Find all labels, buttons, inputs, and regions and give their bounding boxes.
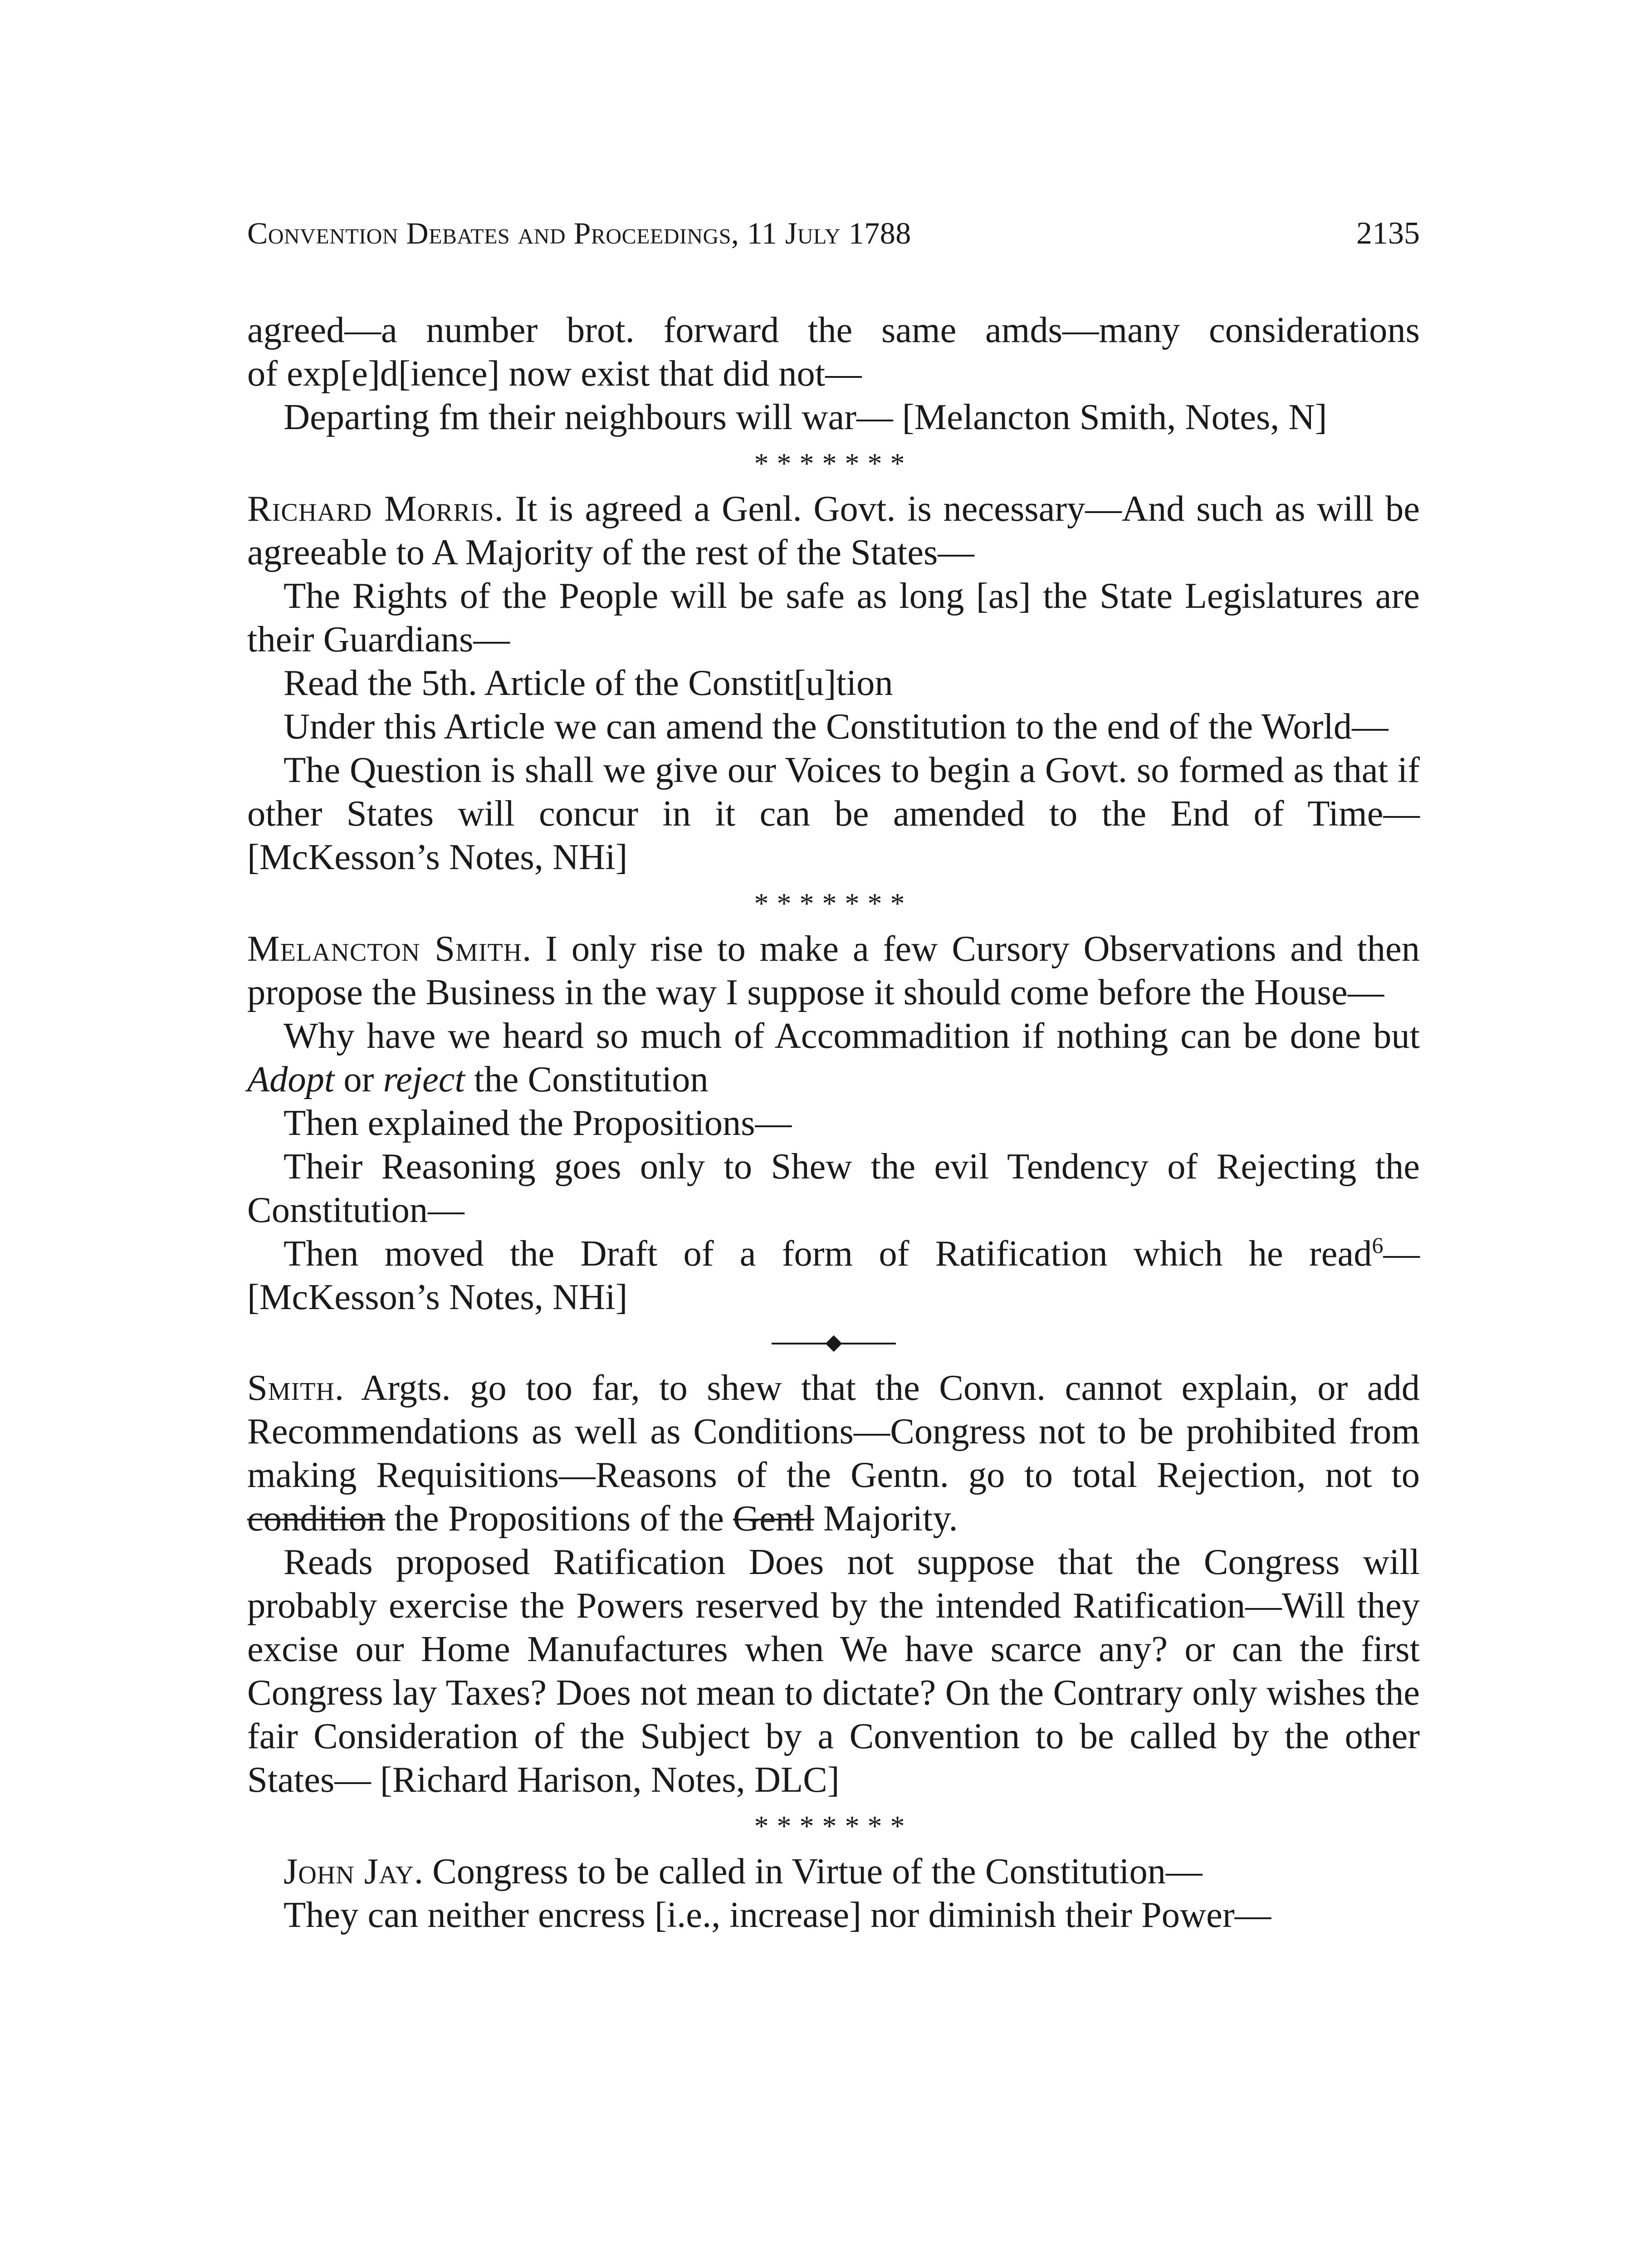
- section-separator-stars: *******: [754, 1810, 913, 1842]
- speaker-name: John Jay: [284, 1851, 414, 1892]
- paragraph-smith-1: [247, 927, 1420, 1014]
- text-run: Why have we heard so much of Accommadition if nothing can be done but: [284, 1016, 1420, 1056]
- text-run: Majority.: [814, 1498, 958, 1539]
- section-separator-stars: *******: [754, 887, 913, 919]
- italic-text: Adopt: [247, 1059, 335, 1100]
- paragraph-continuation: [247, 308, 1420, 352]
- ornament-rule-right: [841, 1343, 896, 1344]
- paragraph-jay-2: They can neither encress [i.e., increase] nor diminish their Power—: [284, 1895, 1271, 1935]
- text-run: Then moved the Draft of a form of Ratification which he read: [284, 1233, 1372, 1274]
- running-head: [247, 218, 1420, 249]
- struck-text: condition: [247, 1498, 386, 1539]
- paragraph-smith-5: [247, 1232, 1420, 1319]
- paragraph-morris-4: Under this Article we can amend the Constitution to the end of the World—: [284, 706, 1389, 747]
- paragraph-smith-harison-2: Reads proposed Ratification Does not suppose that the Congress will probably exercise the Powers reserved by the intended Ratification—Will they excise our Home Manufactures when We have scarce any? or can the first Congress lay Taxes? Does not mean to dictate? On the Contrary only wishes the fair Consideration of the Subject by a Convention to be called by the other States— [Richard Harison, Notes, DLC]: [247, 1542, 1420, 1800]
- footnote-marker: 6: [1372, 1232, 1384, 1258]
- paragraph-morris-1: [247, 487, 1420, 574]
- text-run: the Propositions of the: [385, 1498, 733, 1539]
- paragraph-jay-1: [247, 1850, 1420, 1893]
- paragraph-morris-5: The Question is shall we give our Voices to begin a Govt. so formed as that if other States will concur in it can be amended to the End of Time— [McKesson’s Notes, NHi]: [247, 750, 1420, 877]
- paragraph-smith-harison-1: [247, 1366, 1420, 1540]
- text-run: . Argts. go too far, to shew that the Convn. cannot explain, or add Recommendations as well as Conditions—Congress not to be prohibited from making Requisitions—Reasons of the Gentn. go to total Rejection, not to: [247, 1368, 1420, 1495]
- source-separator-ornament: [247, 1322, 1420, 1365]
- paragraph-smith-3: Then explained the Propositions—: [284, 1103, 792, 1143]
- diamond-icon: [825, 1335, 842, 1352]
- section-separator-stars: *******: [754, 447, 913, 479]
- continuation-line-1: agreed—a number brot. forward the same amds—many considerations: [247, 310, 1420, 350]
- speaker-name: Smith: [247, 1368, 335, 1408]
- text-run: — [McKesson’s Notes, NHi]: [247, 1233, 1420, 1317]
- paragraph-text: . I only rise to make a few Cursory Observations and then propose the Business in the way I suppose it should come before the House—: [247, 929, 1420, 1012]
- paragraph-smith-2: [247, 1014, 1420, 1101]
- paragraph-morris-3: Read the 5th. Article of the Constit[u]tion: [284, 663, 893, 703]
- paragraph-departing: Departing fm their neighbours will war— [Melancton Smith, Notes, N]: [284, 397, 1327, 437]
- struck-text: Gentl: [733, 1498, 814, 1539]
- body-text: [247, 308, 1420, 1937]
- paragraph-morris-2: The Rights of the People will be safe as long [as] the State Legislatures are their Guardians—: [247, 576, 1420, 660]
- page: [247, 218, 1420, 1937]
- paragraph-continuation-end: [247, 352, 1420, 396]
- running-title: Convention Debates and Proceedings, 11 July 1788: [247, 216, 911, 250]
- italic-text: reject: [383, 1059, 465, 1100]
- paragraph-text: . It is agreed a Genl. Govt. is necessary—And such as will be agreeable to A Majority of the rest of the States—: [247, 489, 1420, 572]
- ornament-rule-left: [772, 1343, 826, 1344]
- text-run: or: [334, 1059, 383, 1100]
- continuation-line-2: of exp[e]d[ience] now exist that did not—: [247, 353, 862, 394]
- speaker-name: Richard Morris: [247, 489, 494, 529]
- speaker-name: Melancton Smith: [247, 929, 523, 969]
- page-number: 2135: [1356, 216, 1420, 251]
- paragraph-text: . Congress to be called in Virtue of the Constitution—: [414, 1851, 1203, 1892]
- paragraph-smith-4: Their Reasoning goes only to Shew the evil Tendency of Rejecting the Constitution—: [247, 1146, 1420, 1230]
- text-run: the Constitution: [464, 1059, 709, 1100]
